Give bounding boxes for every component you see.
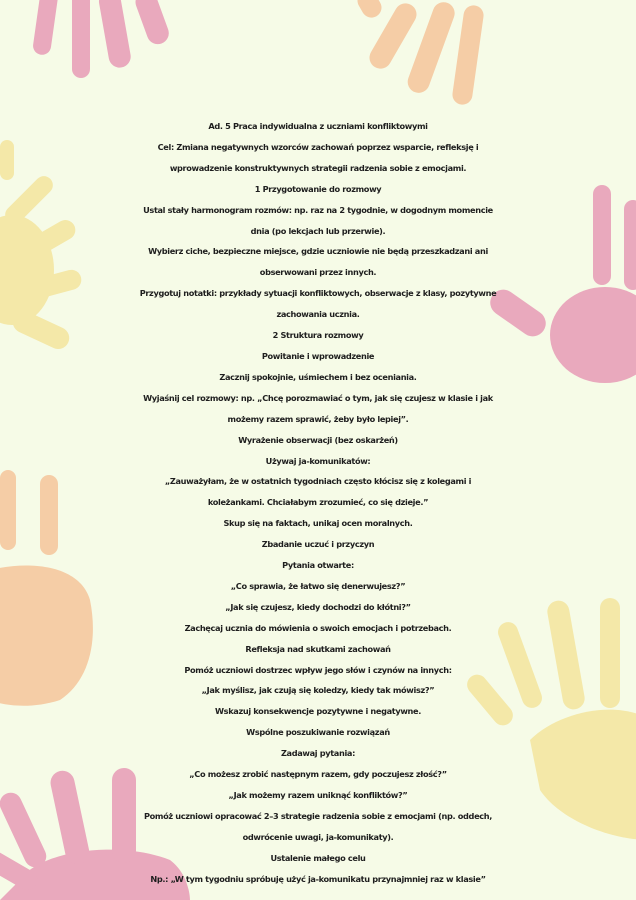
subsection-heading: Refleksja nad skutkami zachowań (245, 643, 391, 654)
text-line: zachowania ucznia. (276, 309, 360, 320)
text-line: obserwowani przez innych. (259, 267, 377, 278)
goal-line: Cel: Zmiana negatywnych wzorców zachowań poprzez wsparcie, refleksję i (157, 141, 479, 152)
text-line: Przygotuj notatki: przykłady sytuacji konfliktowych, obserwacje z klasy, pozytywne (139, 288, 497, 299)
document-body (0, 116, 636, 890)
quote-line: „Jak się czujesz, kiedy dochodzi do kłótni?” (225, 601, 411, 612)
text-line: możemy razem sprawić, żeby było lepiej”. (227, 413, 409, 424)
quote-line: „Co sprawia, że łatwo się denerwujesz?” (230, 580, 406, 591)
subsection-heading: Powitanie i wprowadzenie (261, 350, 375, 361)
quote-line: „Jak myślisz, jak czują się koledzy, kiedy tak mówisz?” (201, 685, 435, 696)
text-line: odwrócenie uwagi, ja-komunikaty). (242, 831, 394, 842)
text-line: Skup się na faktach, unikaj ocen moralnych. (223, 518, 413, 529)
subsection-heading: Zbadanie uczuć i przyczyn (261, 539, 375, 550)
text-line: Zachęcaj ucznia do mówienia o swoich emocjach i potrzebach. (184, 622, 452, 633)
peach-handprint-top-right-icon (354, 0, 485, 106)
subsection-heading: Ustalenie małego celu (270, 852, 366, 863)
pink-handprint-top-left-icon (32, 0, 172, 78)
text-line: Wybierz ciche, bezpieczne miejsce, gdzie uczniowie nie będą przeszkadzani ani (148, 246, 488, 257)
text-line: Wyjaśnij cel rozmowy: np. „Chcę porozmawiać o tym, jak się czujesz w klasie i jak (143, 392, 493, 403)
subsection-heading: Wspólne poszukiwanie rozwiązań (246, 727, 390, 738)
text-line: Zacznij spokojnie, uśmiechem i bez oceniania. (219, 371, 417, 382)
text-line: Ustal stały harmonogram rozmów: np. raz na 2 tygodnie, w dogodnym momencie (143, 204, 493, 215)
text-line: Pytania otwarte: (282, 560, 354, 571)
document-title: Ad. 5 Praca indywidualna z uczniami konfliktowymi (208, 121, 428, 131)
quote-line: koleżankami. Chciałabym zrozumieć, co się dzieje.” (207, 497, 429, 508)
text-line: Używaj ja-komunikatów: (265, 455, 371, 466)
goal-line: wprowadzenie konstruktywnych strategii radzenia sobie z emocjami. (169, 162, 467, 173)
text-line: Wskazuj konsekwencje pozytywne i negatywne. (214, 706, 421, 717)
text-line: Pomóż uczniowi dostrzec wpływ jego słów i czynów na innych: (184, 664, 452, 675)
quote-line: „Co możesz zrobić następnym razem, gdy poczujesz złość?” (189, 769, 447, 780)
text-line: Pomóż uczniowi opracować 2–3 strategie radzenia sobie z emocjami (np. oddech, (143, 810, 493, 821)
text-line: Np.: „W tym tygodniu spróbuję użyć ja-komunikatu przynajmniej raz w klasie” (150, 873, 486, 884)
section-heading: 2 Struktura rozmowy (272, 330, 364, 341)
subsection-heading: Wyrażenie obserwacji (bez oskarżeń) (238, 434, 398, 445)
text-line: dnia (po lekcjach lub przerwie). (250, 225, 386, 236)
text-line: Zadawaj pytania: (280, 748, 356, 759)
quote-line: „Jak możemy razem uniknąć konfliktów?” (228, 790, 408, 800)
quote-line: „Zauważyłam, że w ostatnich tygodniach często kłócisz się z kolegami i (164, 476, 472, 487)
section-heading: 1 Przygotowanie do rozmowy (254, 183, 382, 194)
